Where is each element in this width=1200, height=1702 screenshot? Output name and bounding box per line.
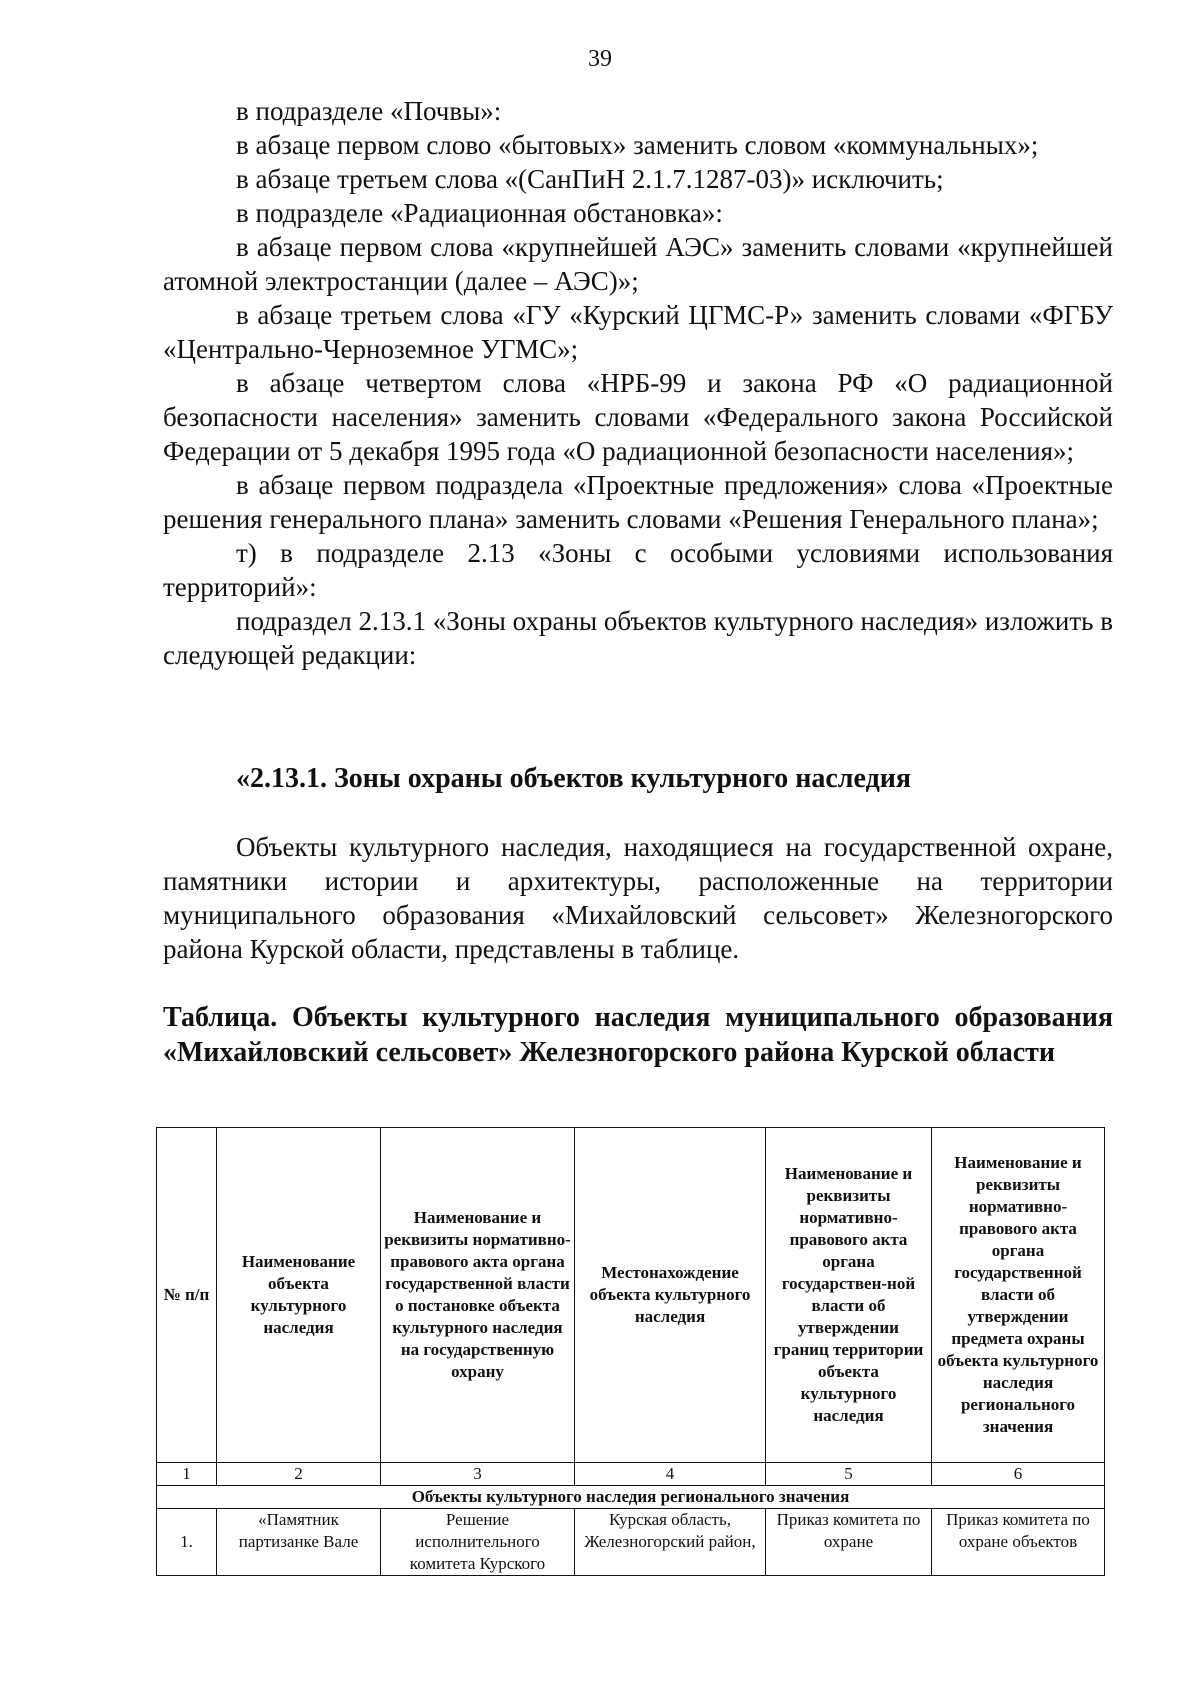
amendment-text xyxy=(163,94,1113,672)
header-cell: Наименование объекта культурного наследия xyxy=(217,1128,381,1463)
table-cell: Приказ комитета по охране объектов xyxy=(932,1509,1105,1576)
table-row xyxy=(157,1509,1105,1576)
heritage-table-wrapper xyxy=(156,1127,1105,1576)
paragraph: в абзаце первом слово «бытовых» заменить словом «коммунальных»; xyxy=(236,130,1039,160)
table-cell: 1. xyxy=(157,1509,217,1576)
table-cell: Решение исполнительного комитета Курского xyxy=(381,1509,575,1576)
header-cell: Местонахождение объекта культурного наследия xyxy=(575,1128,766,1463)
page-number: 39 xyxy=(588,46,612,72)
header-cell: Наименование и реквизиты нормативно-правового акта органа государствен-ной власти об утверждении границ территории объекта культурного наследия xyxy=(766,1128,932,1463)
paragraph: в абзаце третьем слова «(СанПиН 2.1.7.1287-03)» исключить; xyxy=(236,164,944,194)
column-number: 4 xyxy=(575,1463,766,1486)
column-number: 2 xyxy=(217,1463,381,1486)
header-cell: Наименование и реквизиты нормативно-правового акта органа государственной власти о постановке объекта культурного наследия на государственную охрану xyxy=(381,1128,575,1463)
paragraph: в абзаце первом слова «крупнейшей АЭС» заменить словами «крупнейшей атомной электростанции (далее – АЭС)»; xyxy=(163,232,1113,296)
paragraph: в подразделе «Почвы»: xyxy=(236,96,502,126)
table-title: Таблица. Объекты культурного наследия муниципального образования «Михайловский сельсовет» Железногорского района Курской области xyxy=(163,1002,1113,1068)
paragraph: т) в подразделе 2.13 «Зоны с особыми условиями использования территорий»: xyxy=(163,538,1113,602)
paragraph: в абзаце четвертом слова «НРБ-99 и закона РФ «О радиационной безопасности населения» заменить словами «Федерального закона Российской Федерации от 5 декабря 1995 года «О радиационной безопасности населения»; xyxy=(163,368,1113,466)
column-number: 5 xyxy=(766,1463,932,1486)
table-header-row xyxy=(157,1128,1105,1463)
header-cell: Наименование и реквизиты нормативно-правового акта органа государственной власти об утверждении предмета охраны объекта культурного наследия регионального значения xyxy=(932,1128,1105,1463)
intro-text xyxy=(163,830,1113,966)
column-number-row xyxy=(157,1463,1105,1486)
intro-paragraph: Объекты культурного наследия, находящиеся на государственной охране, памятники истории и архитектуры, расположенные на территории муниципального образования «Михайловский сельсовет» Железногорского района Курской области, представлены в таблице. xyxy=(163,832,1113,964)
group-label: Объекты культурного наследия регионального значения xyxy=(157,1486,1105,1509)
header-cell: № п/п xyxy=(157,1128,217,1463)
column-number: 6 xyxy=(932,1463,1105,1486)
group-row xyxy=(157,1486,1105,1509)
paragraph: в подразделе «Радиационная обстановка»: xyxy=(236,198,723,228)
paragraph: подраздел 2.13.1 «Зоны охраны объектов культурного наследия» изложить в следующей редакции: xyxy=(163,606,1113,670)
table-cell: «Памятник партизанке Вале xyxy=(217,1509,381,1576)
column-number: 3 xyxy=(381,1463,575,1486)
heritage-table xyxy=(156,1127,1105,1576)
paragraph: в абзаце третьем слова «ГУ «Курский ЦГМС-Р» заменить словами «ФГБУ «Центрально-Черноземное УГМС»; xyxy=(163,300,1113,364)
paragraph: в абзаце первом подраздела «Проектные предложения» слова «Проектные решения генерального плана» заменить словами «Решения Генерального плана»; xyxy=(163,470,1113,534)
section-heading: «2.13.1. Зоны охраны объектов культурного наследия xyxy=(236,763,912,794)
table-cell: Курская область, Железногорский район, xyxy=(575,1509,766,1576)
column-number: 1 xyxy=(157,1463,217,1486)
table-cell: Приказ комитета по охране xyxy=(766,1509,932,1576)
